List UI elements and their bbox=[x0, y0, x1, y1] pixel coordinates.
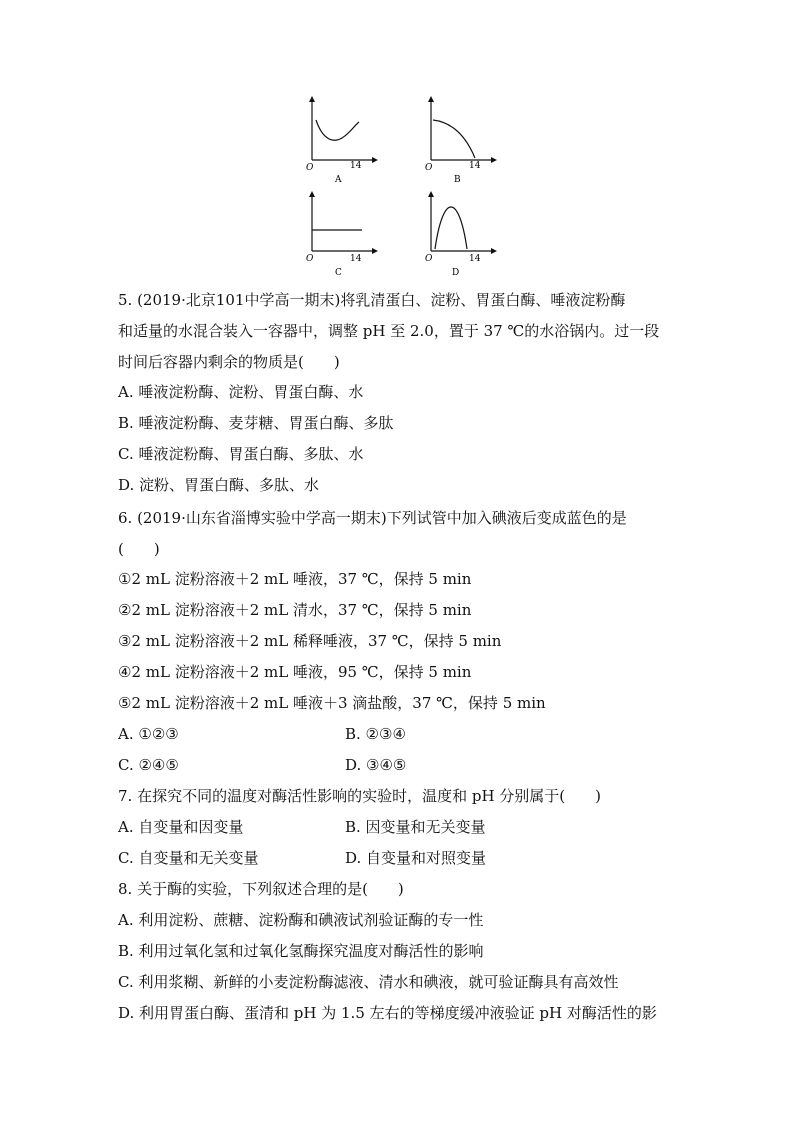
figure-d-graph bbox=[423, 193, 513, 283]
figure-b-curve bbox=[433, 120, 475, 158]
q6-item-2: ②2 mL 淀粉溶液＋2 mL 清水，37 ℃，保持 5 min bbox=[118, 601, 472, 619]
q6-item-5: ⑤2 mL 淀粉溶液＋2 mL 唾液＋3 滴盐酸，37 ℃，保持 5 min bbox=[118, 694, 546, 712]
q8-option-d: D. 利用胃蛋白酶、蛋清和 pH 为 1.5 左右的等梯度缓冲液验证 pH 对酶活性的影 bbox=[118, 1004, 657, 1022]
q8-stem: 8. 关于酶的实验，下列叙述合理的是( ) bbox=[118, 880, 404, 898]
figure-a-origin: O bbox=[306, 163, 314, 173]
q7-option-c: C. 自变量和无关变量 bbox=[118, 849, 259, 867]
q6-item-3: ③2 mL 淀粉溶液＋2 mL 稀释唾液，37 ℃，保持 5 min bbox=[118, 632, 502, 650]
figure-b-graph bbox=[423, 98, 513, 188]
figure-a-graph bbox=[304, 98, 394, 188]
q6-option-a: A. ①②③ bbox=[118, 725, 179, 743]
q6-option-b: B. ②③④ bbox=[345, 725, 406, 743]
figure-a-curve bbox=[316, 120, 359, 140]
figure-b-tick: 14 bbox=[469, 161, 481, 171]
figure-b bbox=[423, 98, 513, 188]
figure-b-label: B bbox=[454, 175, 461, 185]
q7-option-b: B. 因变量和无关变量 bbox=[345, 818, 486, 836]
figure-c-origin: O bbox=[306, 254, 314, 264]
answer-figures bbox=[0, 0, 794, 290]
q5-option-a: A. 唾液淀粉酶、淀粉、胃蛋白酶、水 bbox=[118, 383, 364, 401]
q6-stem-line-1: 6. (2019·山东省淄博实验中学高一期末)下列试管中加入碘液后变成蓝色的是 bbox=[118, 509, 627, 527]
figure-b-origin: O bbox=[425, 163, 433, 173]
q8-option-a: A. 利用淀粉、蔗糖、淀粉酶和碘液试剂验证酶的专一性 bbox=[118, 911, 484, 929]
q6-item-4: ④2 mL 淀粉溶液＋2 mL 唾液，95 ℃，保持 5 min bbox=[118, 663, 472, 681]
q5-stem-line-2: 和适量的水混合装入一容器中，调整 pH 至 2.0，置于 37 ℃的水浴锅内。过一段 bbox=[118, 322, 660, 340]
figure-a bbox=[304, 98, 394, 188]
figure-d bbox=[423, 193, 513, 283]
figure-c-tick: 14 bbox=[350, 254, 362, 264]
q7-stem: 7. 在探究不同的温度对酶活性影响的实验时，温度和 pH 分别属于( ) bbox=[118, 787, 602, 805]
figure-a-label: A bbox=[335, 175, 342, 185]
q5-option-d: D. 淀粉、胃蛋白酶、多肽、水 bbox=[118, 476, 320, 494]
q8-option-c: C. 利用浆糊、新鲜的小麦淀粉酶滤液、清水和碘液，就可验证酶具有高效性 bbox=[118, 973, 619, 991]
figure-d-label: D bbox=[452, 268, 460, 278]
figure-c-label: C bbox=[335, 268, 342, 278]
figure-a-tick: 14 bbox=[350, 161, 362, 171]
q6-option-d: D. ③④⑤ bbox=[345, 756, 407, 774]
figure-c-graph bbox=[304, 193, 394, 283]
q8-option-b: B. 利用过氧化氢和过氧化氢酶探究温度对酶活性的影响 bbox=[118, 942, 484, 960]
q5-option-b: B. 唾液淀粉酶、麦芽糖、胃蛋白酶、多肽 bbox=[118, 414, 394, 432]
q6-stem-line-2: ( ) bbox=[118, 540, 160, 558]
q6-option-c: C. ②④⑤ bbox=[118, 756, 179, 774]
q5-option-c: C. 唾液淀粉酶、胃蛋白酶、多肽、水 bbox=[118, 445, 364, 463]
figure-d-curve bbox=[435, 207, 467, 249]
q5-stem-line-1: 5. (2019·北京101中学高一期末)将乳清蛋白、淀粉、胃蛋白酶、唾液淀粉酶 bbox=[118, 291, 626, 309]
q6-item-1: ①2 mL 淀粉溶液＋2 mL 唾液，37 ℃，保持 5 min bbox=[118, 570, 472, 588]
figure-c bbox=[304, 193, 394, 283]
q7-option-d: D. 自变量和对照变量 bbox=[345, 849, 487, 867]
q5-stem-line-3: 时间后容器内剩余的物质是( ) bbox=[118, 353, 340, 371]
figure-d-tick: 14 bbox=[469, 254, 481, 264]
figure-d-origin: O bbox=[425, 254, 433, 264]
q7-option-a: A. 自变量和因变量 bbox=[118, 818, 244, 836]
